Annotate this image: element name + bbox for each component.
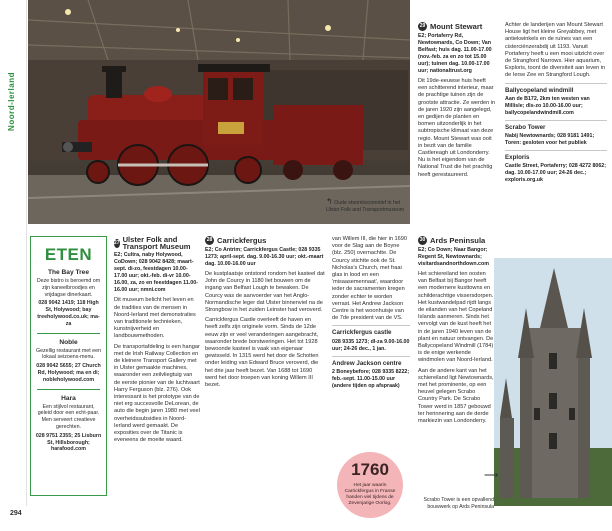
eten-item-info: 028 9042 5655; 27 Church Rd, Holywood; ma en di; nobleholywood.com bbox=[36, 363, 101, 383]
fact-badge-text: Het jaar waarin Carrickfergus in Franse handen viel tijdens de Zevenjarige Oorlog. bbox=[344, 483, 396, 506]
subsection-heading: Exploris bbox=[505, 154, 530, 162]
subsection-heading: Carrickfergus castle bbox=[332, 329, 392, 337]
train-photo bbox=[28, 0, 410, 224]
train-caption: Oude stoomlocomotief in het Ulster Folk and Transportmuseum bbox=[326, 200, 405, 213]
eten-box bbox=[30, 236, 107, 496]
paragraph: De kustplaatsje ontstond rondom het kasteel dat John de Courcy in 1180 liet bouwen om de ingang van Belfast Lough te bewaken. De Courcy was de aanvoerder van het Anglo-Normandische leger dat Ulster binnenviel na de Strongbow in het zuiden Leinster had veroverd. bbox=[205, 271, 325, 314]
paragraph: van Willem III, die hier in 1690 voor de Slag aan de Boyne (blz. 250) overnachtte. De Courcy stichtte ook de St. Nicholas's Church, met fraai glas in lood en een 'misaasemennaat', waardoor ieder de sacramenten kregen zonder echter te worden verrast. Het Andrew Jackson Centre is het woonhuisje van de 7de president van de VS. bbox=[332, 236, 407, 322]
divider bbox=[505, 150, 607, 151]
page-number: 294 bbox=[10, 510, 22, 517]
eten-item-desc: Een stijlvol restaurant, geleid door een echt-paar. Men serveert creatieve gerechten. bbox=[37, 403, 100, 430]
fact-badge-number: 1760 bbox=[351, 460, 389, 479]
eten-item-info: 028 9751 2355; 25 Lisburn St, Hillsborough; harafood.com bbox=[35, 432, 102, 453]
caption-arrow-icon: ↰ bbox=[326, 197, 333, 206]
train-caption-block bbox=[326, 199, 410, 213]
section-info: E2; Cultra, naby Holywood, CoDown; 028 9042 8428; maart-sept. di-zo, feestdagen 10.00-17.00 uur; okt.-feb. di-vr 10.00-16.00, za, zo en feestdagen 11.00-16.00 uur; nmni.com bbox=[114, 252, 198, 294]
fact-badge bbox=[337, 452, 403, 518]
section-number: 28 bbox=[206, 237, 213, 243]
eten-title: ETEN bbox=[44, 245, 93, 264]
eten-item-name: Hara bbox=[61, 394, 76, 402]
divider bbox=[332, 325, 410, 326]
divider bbox=[505, 120, 607, 121]
eten-divider bbox=[37, 333, 100, 334]
section-number: 27 bbox=[114, 239, 120, 246]
eten-item-desc: Deze bistro is beroemd om zijn kaneelbroodjes en vrijdagse dinerkaart. bbox=[36, 278, 101, 298]
paragraph: Carrickfergus Castle overleeft de haven en heeft zelfs zijn originele vorm. Sinds de 12de eeuw zijn er veel veranderingen aangebracht, waaronder brede borstweringen. Het tot 1928 bewoonde kasteel is vaak van eigenaar gewisseld. In 1315 werd het door de Schotten onder leiding van Edward Bruce veroverd, die het drie jaar heeft bezet. Van 1688 tot 1690 werd het door troepen van koning Willem III bezet. bbox=[205, 317, 319, 389]
subsection-info: Aan de B172, 2km ten westen van Millisle; dls-zo 10.00-16.00 uur; ballycopelandwindmill.com bbox=[505, 95, 590, 116]
paragraph: De transportafdeling is een hangar met de Irish Railway Collection en de kleinere Transport Gallery met in Ulster gemaakte machines, waaronder een zeilvliegtuig van de eerste pionier van de luchtvaart Harry Ferguson (blz. 276). Ook interessant is het prototype van de niet erg succesvolle DeLorean, de auto die begin jaren 1980 met veel overheidssubsidies in Noord-Ierland werd gemaakt. De exposities over de Titanic is eveneens de moeite waard. bbox=[114, 343, 200, 444]
caption-arrow-right-icon: ⟶ bbox=[484, 470, 499, 481]
paragraph: Dit museum belicht het leven en de tradities van de mensen in Noord-Ierland met demonstraties van traditionele technieken, kunstnijverheid en landbouwmethoden. bbox=[114, 297, 196, 340]
train-illustration bbox=[28, 0, 410, 224]
eten-item-desc: Gezellig restaurant met een lokaal seizoens-menu. bbox=[35, 347, 102, 361]
subsection-info: 028 9335 1273; dl-za 9.00-16.00 uur; 24-26 dec., 1 jan. bbox=[332, 338, 410, 352]
paragraph: Dit 19de-eeuwse huis heeft een schitterend interieur, maar de prachtige tuinen zijn de grootste attractie. Ze werden in de jaren 1920 zijn aangelegd, en gedijen de planten en bomen uitzonderlijk in het subtropische klimaat van deze regio. Mount Stewart was ooit in bezit van de familie Castlereagh uit Londonderry. Nu is het eigendom van de National Trust die het prachtig heeft gerestaureerd. bbox=[418, 78, 496, 178]
section-heading bbox=[114, 236, 200, 250]
paragraph: Het schiereiland ten oosten van Belfast bij Bangor heeft een modernere kusttowns en schilderachtige vissersdorpen. Het kustwandelpad rijdt langs de eilanden van het Copeland Islands aanmeren. Sinds het vervolgt van de kust heeft het in de jaren 1940 leven van de plant en natuur ontvangen. De Ballycopeland Windmill (1784) is de enige werkende windmolen van Noord-Ierland. bbox=[418, 271, 494, 364]
subsection-info: Castle Street, Portaferry; 028 4272 8062; dag. 10.00-17.00 uur; 24-26 dec.; exploris.org.uk bbox=[505, 163, 606, 184]
eten-item-name: Noble bbox=[59, 338, 78, 346]
column-ards bbox=[418, 236, 496, 428]
castle-caption-block bbox=[418, 497, 494, 510]
section-heading bbox=[418, 236, 496, 245]
divider bbox=[332, 356, 410, 357]
column-right bbox=[505, 22, 607, 187]
section-title: Carrickfergus bbox=[217, 235, 267, 245]
section-info: E2; Co Down; Naar Bangor; Regent St, Newtownards; visitardsandnorthdown.com bbox=[418, 247, 489, 267]
subsection-heading: Ballycopeland windmill bbox=[505, 86, 574, 94]
column-mount-stewart bbox=[418, 22, 496, 182]
subsection-info: Nabij Newtownards; 028 9181 1491; Toren: gesloten voor het publiek bbox=[505, 133, 595, 147]
castle-photo bbox=[494, 258, 612, 506]
subsection-info: 2 Boneybefore; 028 9335 8222; feb.-sept. 11.00-15.00 uur (andere tijden op afspraak) bbox=[332, 368, 410, 389]
section-title: Mount Stewart bbox=[430, 21, 483, 31]
section-info: E2; Portaferry Rd, Newtownards, Co Down; Van Belfast; huis dag. 11.00-17.00 (nov.-feb. za en zo tot 15.00 uur); tuinen dag. 10.00-17.00 uur; nationaltrust.org bbox=[418, 33, 492, 74]
divider bbox=[505, 83, 607, 84]
sidebar-tab bbox=[0, 0, 26, 506]
section-heading bbox=[205, 236, 325, 245]
column-carrickfergus bbox=[205, 236, 325, 392]
eten-item-info: 028 9042 1419; 118 High St, Holywood; bay treeholywood.co.uk; ma-za bbox=[37, 300, 100, 327]
subsection-heading: Scrabo Tower bbox=[505, 123, 546, 131]
paragraph: Achter de landerijen van Mount Stewart House ligt het kleine Greyabbey, met antiekwinkels en de ruïnes van een cisterciënzerabdij uit 1193. Vanuit Portaferry heeft u een mooi uitzicht over de Strangford Narrows. Hier aquarium, Exploris, toont de diversiteit aan leven in de Ierse Zee en Strangford Lough. bbox=[505, 22, 606, 79]
column-carrickfergus-cont bbox=[332, 236, 410, 393]
section-number: 29 bbox=[419, 23, 426, 29]
column-ulster-folk bbox=[114, 236, 200, 447]
eten-divider bbox=[37, 389, 100, 390]
subsection-heading: Andrew Jackson centre bbox=[332, 359, 402, 367]
section-heading bbox=[418, 22, 496, 31]
castle-illustration bbox=[494, 258, 612, 506]
paragraph: Aan de andere kant van het schiereiland ligt Newtownards, met het prominente, op een heuvel gelegen Scrabo Country Park. De Scrabo Tower werd in 1857 gebouwd ter herinnering aan de derde markiezin van Londonderry. bbox=[418, 367, 494, 425]
castle-caption: Scrabo Tower is een opvallend bouwwerk op Ards Peninsula bbox=[423, 497, 494, 510]
section-title: Ards Peninsula bbox=[430, 235, 486, 245]
eten-item-name: The Bay Tree bbox=[47, 269, 90, 276]
section-number: 30 bbox=[419, 237, 426, 243]
sidebar-label: Noord-Ierland bbox=[7, 72, 16, 131]
section-title: Ulster Folk and Transport Museum bbox=[122, 235, 191, 252]
section-info: E2; Co Antrim; Carrickfergus Castle; 028 9335 1273; april-sept. dag. 9.00-16.30 uur; okt.-maart dag. 10.00-16.00 uur bbox=[205, 247, 324, 267]
